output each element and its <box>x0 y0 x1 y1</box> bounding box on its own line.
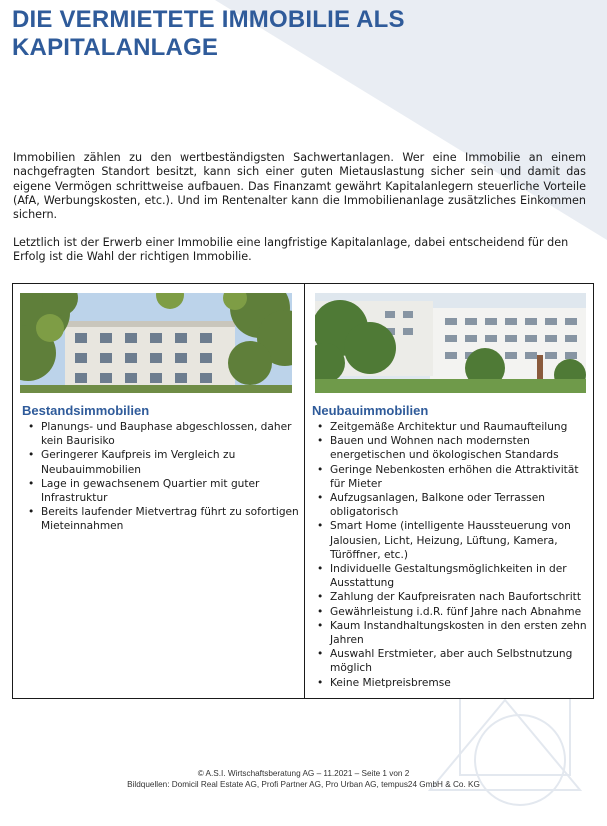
intro-paragraph: Immobilien zählen zu den wertbeständigsten Sachwertanlagen. Wer eine Immobilie an einem nachgefragten Standort besitzt, kann sich einer guten Mietauslastung sicher sein und damit das eigene Vermögen schrittweise aufbauen. Das Finanzamt gewährt Kapitalanlegern steuerliche Vorteile (AfA, Werbungskosten, etc.). Und im Rentenalter kann die Immobilienanlage zusätzliches Einkommen sichern. <box>13 151 586 222</box>
list-item: • Planungs- und Bauphase abgeschlossen, daher kein Baurisiko <box>41 420 303 448</box>
list-item: • Keine Mietpreisbremse <box>330 676 594 690</box>
list-item: • Aufzugsanlagen, Balkone oder Terrassen obligatorisch <box>330 491 594 519</box>
list-item: • Individuelle Gestaltungsmöglichkeiten in der Ausstattung <box>330 562 594 590</box>
new-building-photo <box>315 293 586 393</box>
footer-image-sources: Bildquellen: Domicil Real Estate AG, Profi Partner AG, Pro Urban AG, tempus24 GmbH & Co. KG <box>127 780 480 789</box>
new-properties-list <box>312 420 594 690</box>
list-item: • Kaum Instandhaltungskosten in den ersten zehn Jahren <box>330 619 594 647</box>
title-line-2: KAPITALANLAGE <box>12 34 219 61</box>
existing-properties-heading: Bestandsimmobilien <box>22 403 150 418</box>
column-divider <box>304 284 305 698</box>
list-item: • Bereits laufender Mietvertrag führt zu sofortigen Mieteinnahmen <box>41 505 303 533</box>
comparison-table <box>12 283 594 699</box>
list-item: • Zahlung der Kaufpreisraten nach Baufortschritt <box>330 590 594 604</box>
new-properties-heading: Neubauimmobilien <box>312 403 429 418</box>
list-item: • Bauen und Wohnen nach modernsten energetischen und ökologischen Standards <box>330 434 594 462</box>
existing-building-photo <box>20 293 292 393</box>
existing-properties-list <box>23 420 303 534</box>
list-item: • Auswahl Erstmieter, aber auch Selbstnutzung möglich <box>330 647 594 675</box>
conclusion-paragraph: Letztlich ist der Erwerb einer Immobilie eine langfristige Kapitalanlage, dabei entscheidend für den Erfolg ist die Wahl der richtigen Immobilie. <box>13 236 569 264</box>
list-item: • Gewährleistung i.d.R. fünf Jahre nach Abnahme <box>330 605 594 619</box>
list-item: • Geringerer Kaufpreis im Vergleich zu Neubauimmobilien <box>41 448 303 476</box>
page-title <box>12 6 405 62</box>
list-item: • Lage in gewachsenem Quartier mit guter Infrastruktur <box>41 477 303 505</box>
list-item: • Smart Home (intelligente Haussteuerung von Jalousien, Licht, Heizung, Lüftung, Kamera, Türöffner, etc.) <box>330 519 594 562</box>
title-line-1: DIE VERMIETETE IMMOBILIE ALS <box>12 6 405 33</box>
list-item: • Geringe Nebenkosten erhöhen die Attraktivität für Mieter <box>330 463 594 491</box>
footer-copyright: © A.S.I. Wirtschaftsberatung AG – 11.2021 – Seite 1 von 2 <box>197 769 410 778</box>
list-item: • Zeitgemäße Architektur und Raumaufteilung <box>330 420 594 434</box>
